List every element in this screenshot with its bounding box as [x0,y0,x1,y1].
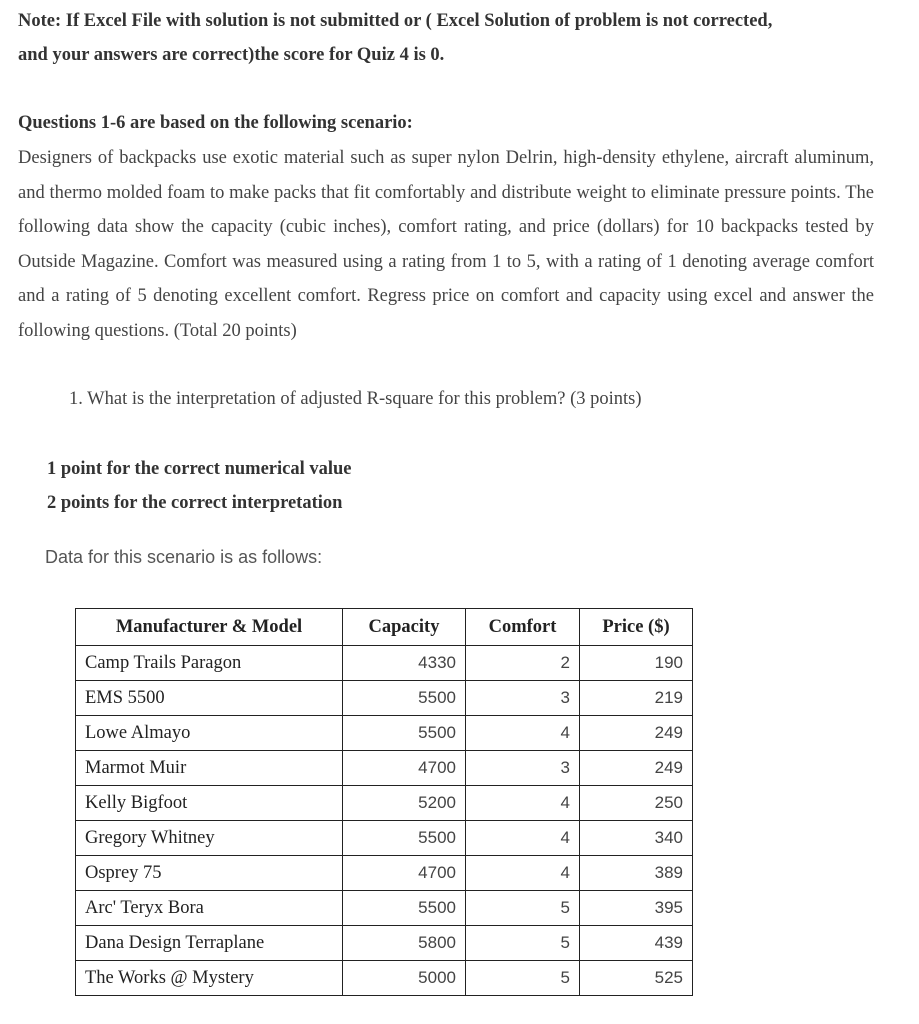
cell-price: 219 [580,681,693,716]
table-row [76,891,693,926]
cell-capacity: 5500 [343,681,466,716]
cell-capacity: 5200 [343,786,466,821]
cell-model: Gregory Whitney [76,821,343,856]
cell-comfort: 4 [466,716,580,751]
cell-capacity: 4700 [343,856,466,891]
cell-capacity: 5800 [343,926,466,961]
cell-price: 249 [580,751,693,786]
note-line-2: and your answers are correct)the score for Quiz 4 is 0. [18,45,445,65]
cell-comfort: 5 [466,891,580,926]
table-row [76,961,693,996]
cell-model: Kelly Bigfoot [76,786,343,821]
note-line-1: Note: If Excel File with solution is not submitted or ( Excel Solution of problem is not corrected, [18,11,773,31]
cell-model: Arc' Teryx Bora [76,891,343,926]
cell-comfort: 3 [466,751,580,786]
cell-price: 389 [580,856,693,891]
table-row [76,821,693,856]
cell-comfort: 4 [466,821,580,856]
points-breakdown [47,452,847,520]
cell-model: EMS 5500 [76,681,343,716]
cell-comfort: 5 [466,926,580,961]
table-header-row [76,609,693,646]
cell-capacity: 5500 [343,821,466,856]
cell-price: 249 [580,716,693,751]
table-row [76,856,693,891]
cell-comfort: 2 [466,646,580,681]
cell-model: Dana Design Terraplane [76,926,343,961]
cell-model: Camp Trails Paragon [76,646,343,681]
cell-price: 190 [580,646,693,681]
cell-model: Osprey 75 [76,856,343,891]
cell-model: The Works @ Mystery [76,961,343,996]
header-price: Price ($) [580,609,693,646]
cell-comfort: 4 [466,786,580,821]
cell-price: 525 [580,961,693,996]
cell-comfort: 3 [466,681,580,716]
table-row [76,926,693,961]
cell-price: 250 [580,786,693,821]
table-row [76,716,693,751]
table-row [76,646,693,681]
header-capacity: Capacity [343,609,466,646]
cell-price: 395 [580,891,693,926]
points-line-2: 2 points for the correct interpretation [47,493,343,513]
header-manufacturer-model: Manufacturer & Model [76,609,343,646]
backpack-data-table [75,608,693,996]
cell-price: 340 [580,821,693,856]
cell-comfort: 4 [466,856,580,891]
table-row [76,681,693,716]
cell-comfort: 5 [466,961,580,996]
cell-model: Lowe Almayo [76,716,343,751]
table-row [76,751,693,786]
cell-capacity: 5500 [343,716,466,751]
quiz-note [18,4,898,72]
question-1: 1. What is the interpretation of adjusted R-square for this problem? (3 points) [69,389,642,409]
table-row [76,786,693,821]
data-intro: Data for this scenario is as follows: [45,547,323,567]
cell-capacity: 5500 [343,891,466,926]
cell-price: 439 [580,926,693,961]
points-line-1: 1 point for the correct numerical value [47,459,352,479]
scenario-heading: Questions 1-6 are based on the following scenario: [18,113,413,133]
cell-model: Marmot Muir [76,751,343,786]
cell-capacity: 5000 [343,961,466,996]
scenario-description: Designers of backpacks use exotic material such as super nylon Delrin, high-density ethylene, aircraft aluminum, and thermo molded foam to make packs that fit comfortably and distribute weight to eliminate pressure points. The following data show the capacity (cubic inches), comfort rating, and price (dollars) for 10 backpacks tested by Outside Magazine. Comfort was measured using a rating from 1 to 5, with a rating of 1 denoting average comfort and a rating of 5 denoting excellent comfort. Regress price on comfort and capacity using excel and answer the following questions. (Total 20 points) [18,148,874,341]
cell-capacity: 4330 [343,646,466,681]
header-comfort: Comfort [466,609,580,646]
cell-capacity: 4700 [343,751,466,786]
